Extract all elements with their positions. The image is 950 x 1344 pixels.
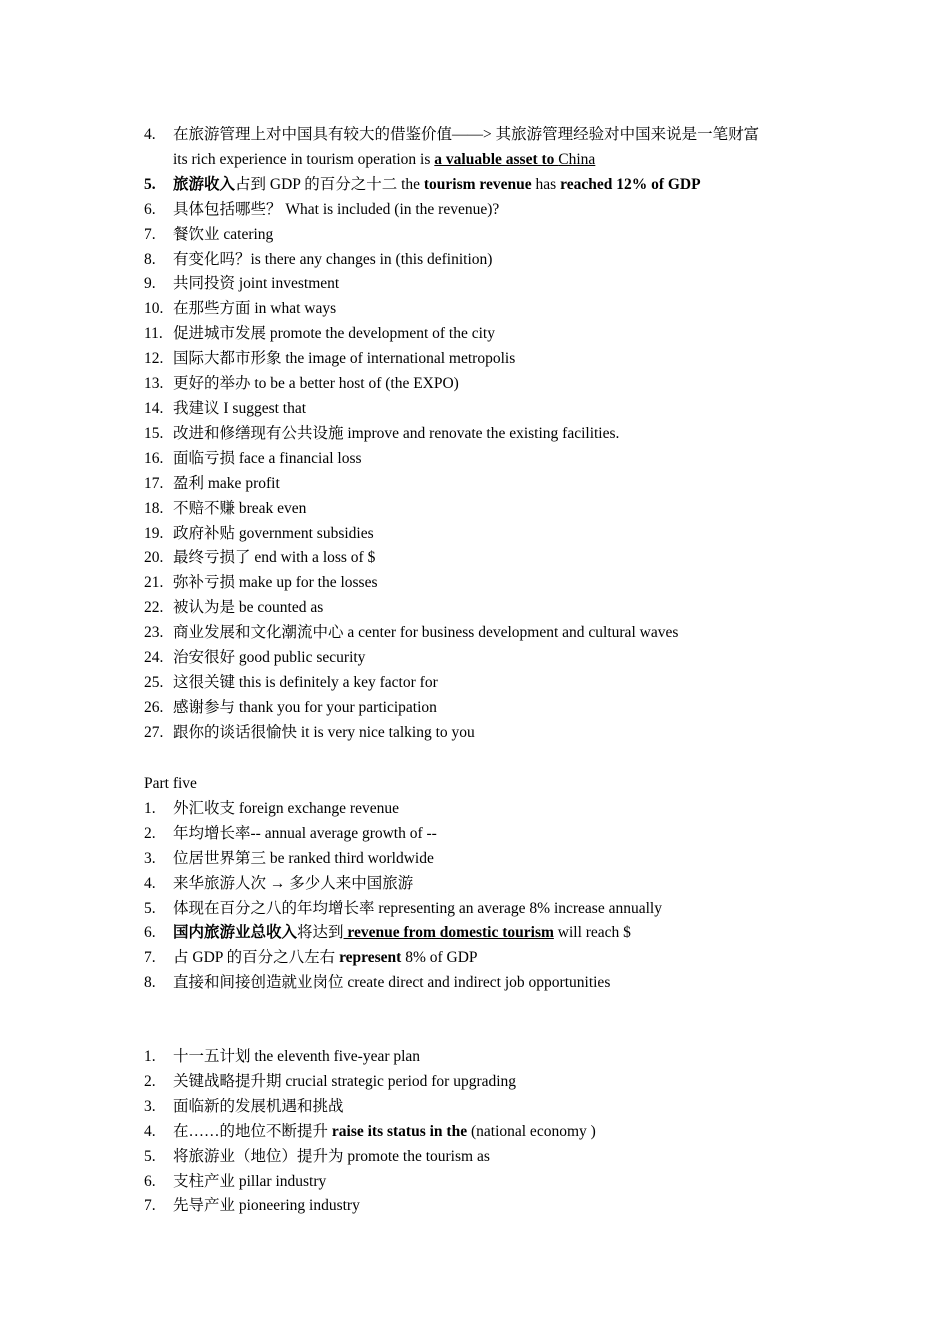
item-number: 5. (144, 899, 156, 917)
list-item (144, 522, 824, 547)
list-item (144, 671, 824, 696)
item-text: 支柱产业 pillar industry (173, 1172, 327, 1190)
item-number: 2. (144, 1072, 156, 1090)
item-text-emphasis: revenue from domestic tourism (343, 924, 554, 942)
item-number: 5. (144, 175, 156, 193)
item-number: 11. (144, 325, 163, 343)
list-item (144, 1170, 824, 1195)
item-number: 6. (144, 1172, 156, 1190)
list-item (144, 596, 824, 621)
item-text: 在那些方面 in what ways (173, 300, 337, 318)
list-item (144, 397, 824, 422)
item-number: 18. (144, 499, 164, 517)
item-number: 19. (144, 524, 164, 542)
item-number: 6. (144, 200, 156, 218)
item-text: 被认为是 be counted as (173, 599, 324, 617)
item-text: 位居世界第三 be ranked third worldwide (173, 849, 434, 867)
list-item (144, 422, 824, 447)
item-text: 弥补亏损 make up for the losses (173, 574, 378, 592)
item-text: 占 GDP 的百分之八左右 (173, 949, 340, 967)
item-text-underlined: China (558, 150, 596, 168)
item-number: 22. (144, 599, 164, 617)
list-item (144, 921, 824, 946)
list-item (144, 1095, 824, 1120)
list-item (144, 1070, 824, 1095)
item-text-en: its rich experience in tourism operation is (173, 150, 435, 168)
list-item (144, 223, 824, 248)
list-item (144, 946, 824, 971)
item-text: 我建议 I suggest that (173, 399, 307, 417)
item-number: 16. (144, 449, 164, 467)
item-text-emphasis: a valuable asset to (434, 150, 559, 168)
list-item (144, 721, 824, 746)
item-number: 4. (144, 1122, 156, 1140)
item-text: 面临新的发展机遇和挑战 (173, 1097, 344, 1115)
item-number: 6. (144, 924, 156, 942)
item-text: 跟你的谈话很愉快 it is very nice talking to you (173, 723, 475, 741)
vocab-list-1 (144, 123, 824, 746)
list-item (144, 1194, 824, 1219)
item-number: 5. (144, 1147, 156, 1165)
item-text: 国际大都市形象 the image of international metropolis (173, 350, 516, 368)
item-text: 改进和修缮现有公共设施 improve and renovate the existing facilities. (173, 424, 620, 442)
item-text: (national economy ) (467, 1122, 596, 1140)
item-number: 1. (144, 799, 156, 817)
item-text: 来华旅游人次 (173, 874, 270, 892)
item-text: 面临亏损 face a financial loss (173, 449, 362, 467)
list-item (144, 847, 824, 872)
item-text-emphasis: 国内旅游业总收入 (173, 924, 298, 942)
item-text: 治安很好 good public security (173, 649, 366, 667)
item-number: 3. (144, 849, 156, 867)
item-text: 先导产业 pioneering industry (173, 1197, 360, 1215)
item-text: 促进城市发展 promote the development of the city (173, 325, 495, 343)
item-number: 2. (144, 824, 156, 842)
item-number: 12. (144, 350, 164, 368)
list-item (144, 971, 824, 996)
list-item (144, 822, 824, 847)
item-number: 7. (144, 1197, 156, 1215)
list-item (144, 1145, 824, 1170)
list-item (144, 546, 824, 571)
item-text: 政府补贴 government subsidies (173, 524, 374, 542)
list-item (144, 872, 824, 897)
list-item (144, 571, 824, 596)
item-text: 感谢参与 thank you for your participation (173, 698, 437, 716)
item-text: 年均增长率-- annual average growth of -- (173, 824, 437, 842)
item-text: 多少人来中国旅游 (285, 874, 414, 892)
list-item (144, 347, 824, 372)
list-item (144, 322, 824, 347)
item-text-emphasis: represent (339, 949, 402, 967)
item-text-emphasis: 旅游收入 (173, 175, 236, 193)
list-item (144, 1120, 824, 1145)
item-number: 10. (144, 300, 164, 318)
list-item (144, 497, 824, 522)
list-item (144, 372, 824, 397)
item-text: 这很关键 this is definitely a key factor for (173, 673, 438, 691)
item-number: 4. (144, 126, 156, 143)
list-item (144, 173, 824, 198)
item-text: 具体包括哪些？ What is included (in the revenue)? (173, 200, 500, 218)
item-number: 8. (144, 250, 156, 268)
item-text: 共同投资 joint investment (173, 275, 340, 293)
item-text: 不赔不赚 break even (173, 499, 307, 517)
item-number: 8. (144, 974, 156, 992)
item-text-emphasis: raise its status in the (331, 1122, 468, 1140)
item-text: 将旅游业（地位）提升为 promote the tourism as (173, 1147, 490, 1165)
list-item (144, 248, 824, 273)
item-text: 最终亏损了 end with a loss of $ (173, 549, 376, 567)
list-item (144, 447, 824, 472)
item-text: 餐饮业 catering (173, 225, 274, 243)
section-heading: Part five (144, 775, 197, 792)
part-five-section (144, 772, 824, 996)
item-text: 外汇收支 foreign exchange revenue (173, 799, 399, 817)
item-text: 关键战略提升期 crucial strategic period for upgrading (173, 1072, 517, 1090)
item-number: 25. (144, 673, 164, 691)
list-item (144, 272, 824, 297)
item-number: 1. (144, 1048, 156, 1065)
item-text: has (531, 175, 561, 193)
list-item (144, 646, 824, 671)
item-text: 有变化吗？is there any changes in (this definition) (173, 250, 493, 268)
list-item (144, 472, 824, 497)
list-item (144, 797, 824, 822)
item-text: 将达到 (297, 924, 344, 942)
item-text: 盈利 make profit (173, 474, 280, 492)
item-number: 7. (144, 949, 156, 967)
vocab-list-3 (144, 1045, 824, 1219)
item-text: 直接和间接创造就业岗位 create direct and indirect job opportunities (173, 974, 611, 992)
list-item (144, 897, 824, 922)
item-text: 十一五计划 the eleventh five-year plan (173, 1048, 421, 1065)
item-number: 9. (144, 275, 156, 293)
item-text: 更好的举办 to be a better host of (the EXPO) (173, 375, 459, 393)
item-number: 26. (144, 698, 164, 716)
item-text: 体现在百分之八的年均增长率 representing an average 8% increase annually (173, 899, 662, 917)
item-number: 3. (144, 1097, 156, 1115)
item-text-emphasis: reached 12% of GDP (560, 175, 701, 193)
list-item (144, 1045, 824, 1070)
item-number: 20. (144, 549, 164, 567)
item-number: 24. (144, 649, 164, 667)
item-number: 23. (144, 624, 164, 642)
item-text: 占到 GDP 的百分之十二 the (235, 175, 424, 193)
list-item (144, 198, 824, 223)
item-number: 17. (144, 474, 164, 492)
item-text: 在……的地位不断提升 (173, 1122, 332, 1140)
list-item (144, 123, 824, 173)
item-number: 14. (144, 399, 164, 417)
list-item (144, 696, 824, 721)
item-number: 4. (144, 874, 156, 892)
item-number: 13. (144, 375, 164, 393)
item-number: 27. (144, 723, 164, 741)
item-number: 21. (144, 574, 164, 592)
item-number: 7. (144, 225, 156, 243)
item-text: 商业发展和文化潮流中心 a center for business development and cultural waves (173, 624, 679, 642)
item-text-emphasis: tourism revenue (423, 175, 532, 193)
item-text: will reach $ (553, 924, 631, 942)
list-item (144, 297, 824, 322)
list-item (144, 621, 824, 646)
item-text-zh: 在旅游管理上对中国具有较大的借鉴价值——> 其旅游管理经验对中国来说是一笔财富 (173, 126, 760, 143)
arrow-right-icon: → (269, 874, 286, 892)
item-number: 15. (144, 424, 164, 442)
item-text: 8% of GDP (401, 949, 478, 967)
